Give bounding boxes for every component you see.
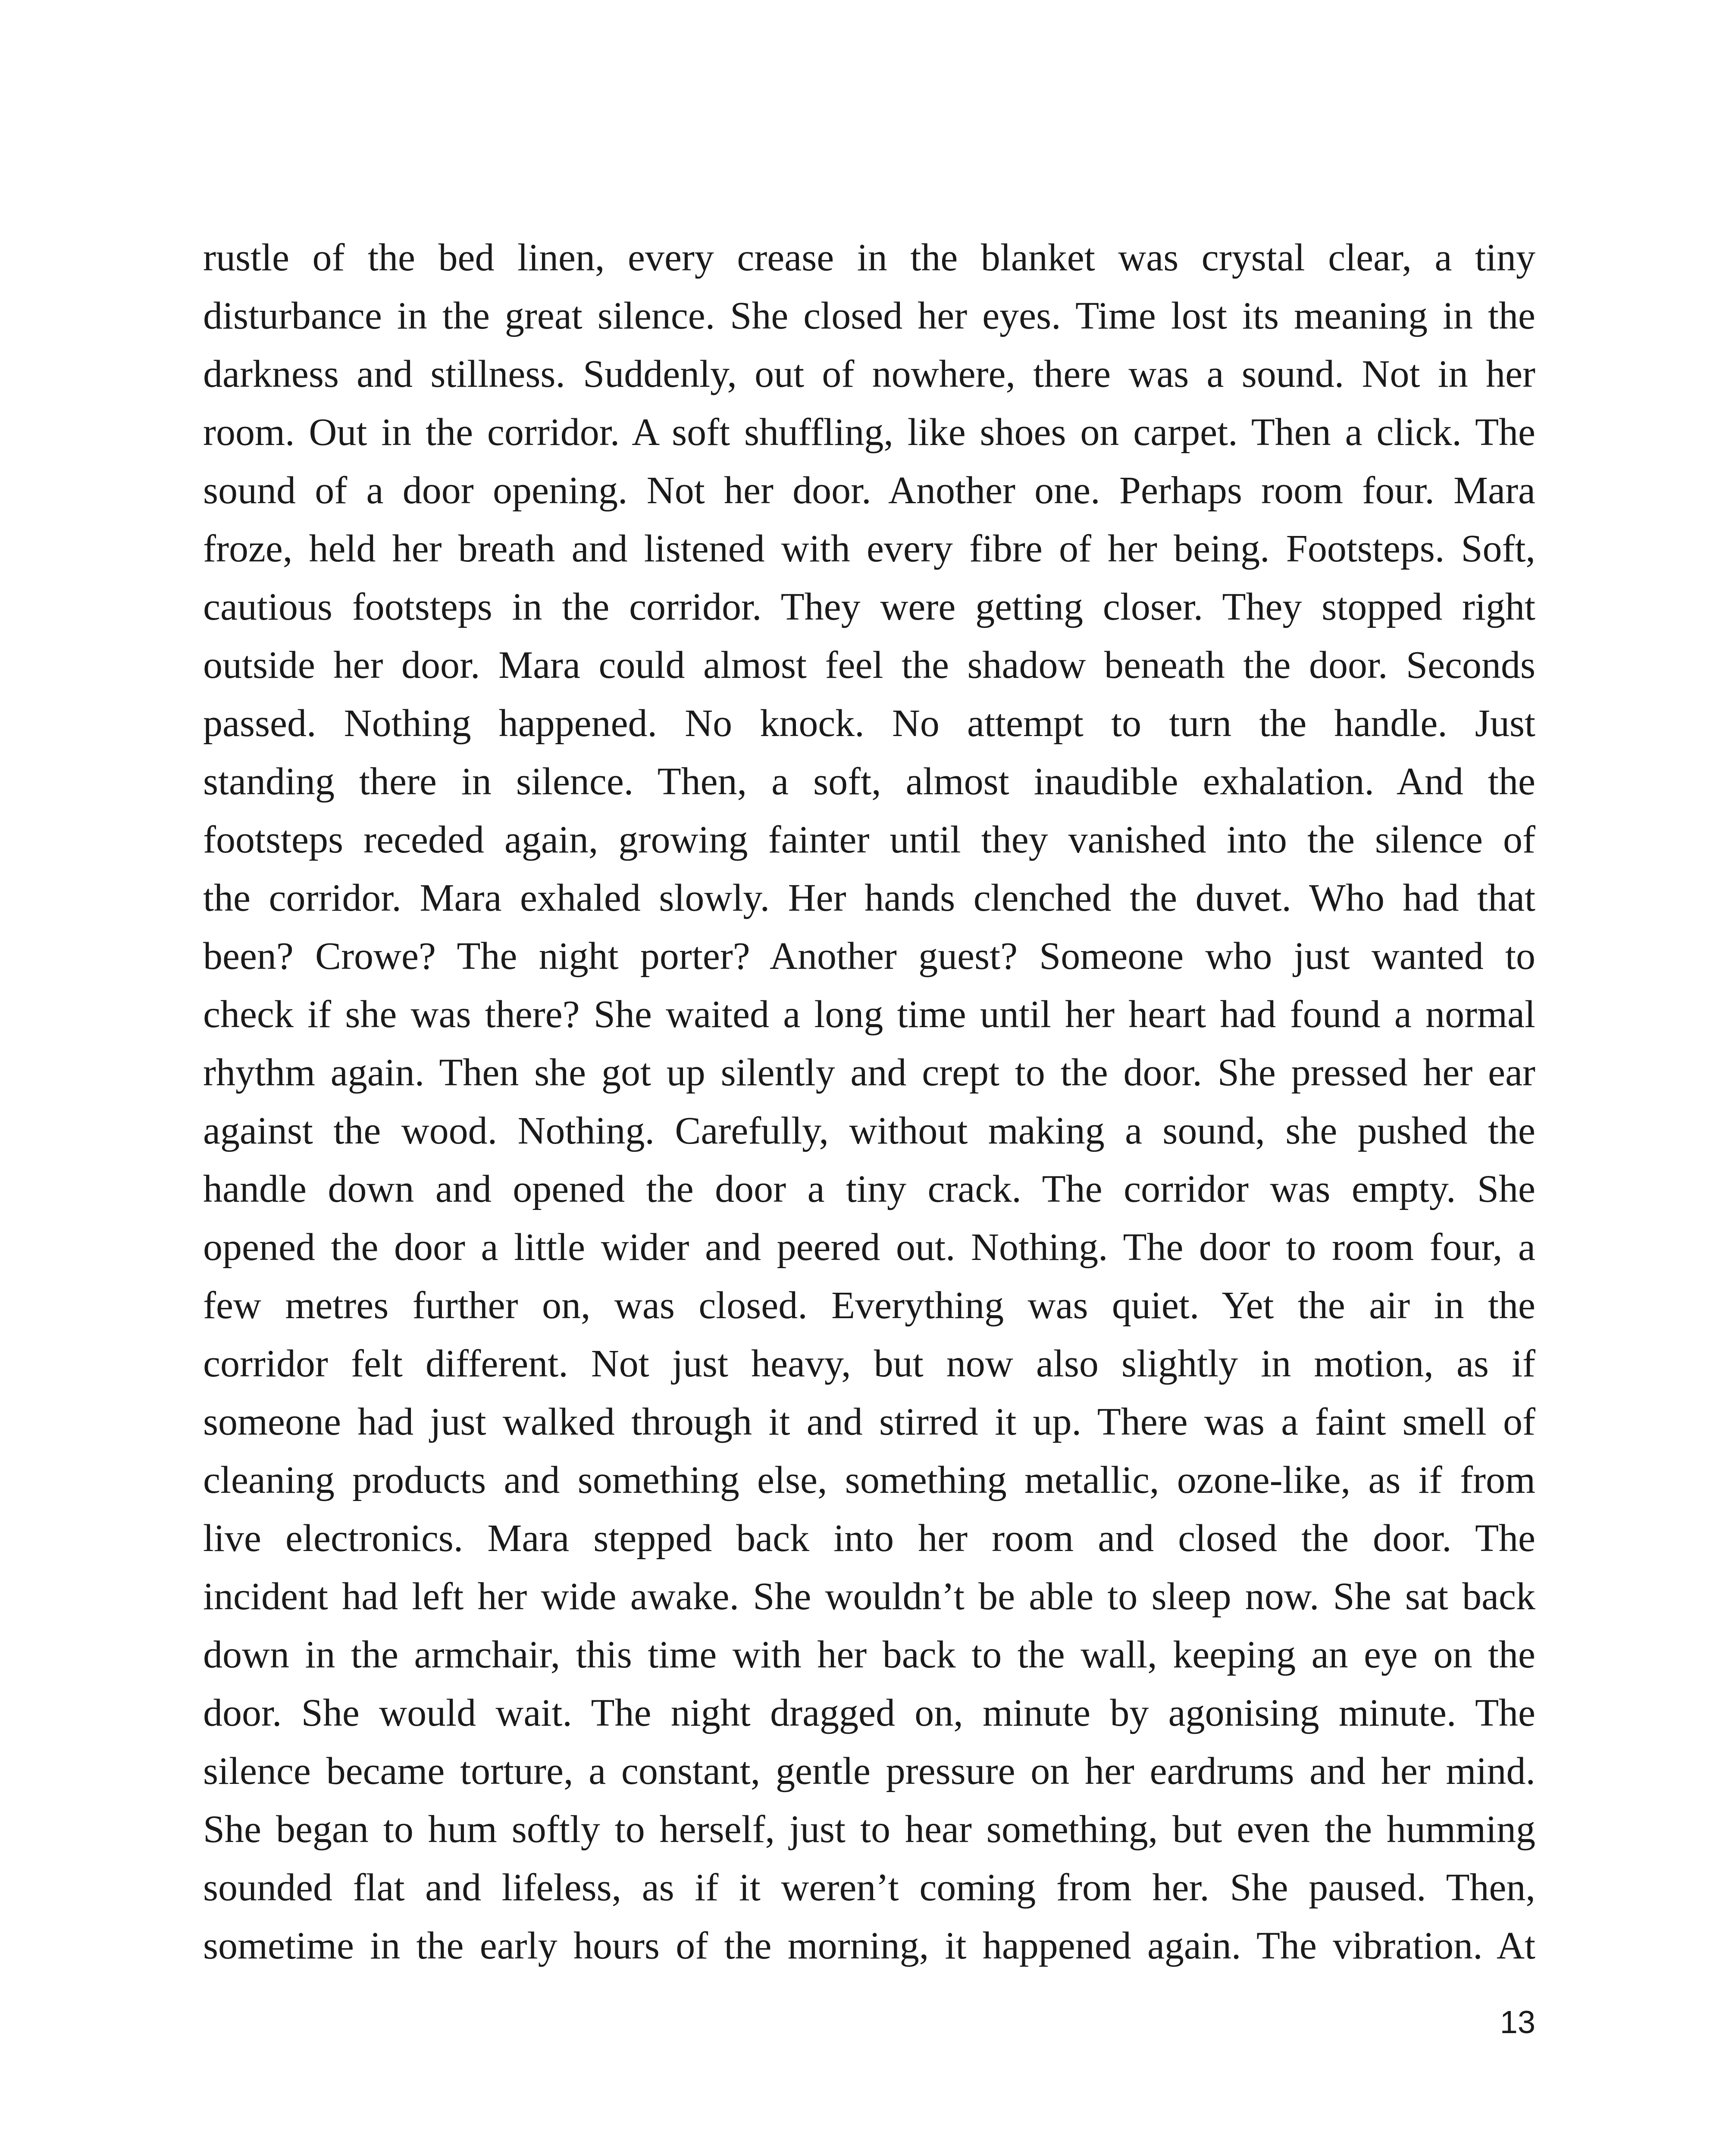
text-line: disturbance in the great silence. She closed her eyes. Time lost its meaning in the (203, 295, 1535, 337)
text-line: the corridor. Mara exhaled slowly. Her hands clenched the duvet. Who had that (203, 877, 1535, 919)
text-line: against the wood. Nothing. Carefully, without making a sound, she pushed the (203, 1109, 1535, 1152)
text-line: incident had left her wide awake. She wouldn’t be able to sleep now. She sat back (203, 1575, 1535, 1618)
text-line: live electronics. Mara stepped back into her room and closed the door. The (203, 1517, 1535, 1560)
text-line: rustle of the bed linen, every crease in the blanket was crystal clear, a tiny (203, 236, 1535, 279)
text-line: froze, held her breath and listened with every fibre of her being. Footsteps. Soft, (203, 527, 1535, 570)
text-line: been? Crowe? The night porter? Another guest? Someone who just wanted to (203, 935, 1535, 978)
text-line: few metres further on, was closed. Everything was quiet. Yet the air in the (203, 1284, 1535, 1327)
text-line: door. She would wait. The night dragged on, minute by agonising minute. The (203, 1692, 1535, 1734)
text-line: opened the door a little wider and peered out. Nothing. The door to room four, a (203, 1226, 1535, 1269)
text-line: down in the armchair, this time with her back to the wall, keeping an eye on the (203, 1633, 1535, 1676)
page-number: 13 (1500, 2004, 1535, 2040)
text-line: footsteps receded again, growing fainter until they vanished into the silence of (203, 818, 1535, 861)
text-line: outside her door. Mara could almost feel the shadow beneath the door. Seconds (203, 644, 1535, 686)
text-line: rhythm again. Then she got up silently and crept to the door. She pressed her ear (203, 1051, 1535, 1094)
text-line: sometime in the early hours of the morning, it happened again. The vibration. At (203, 1924, 1535, 1967)
text-line: corridor felt different. Not just heavy, but now also slightly in motion, as if (203, 1342, 1535, 1385)
text-line: cleaning products and something else, something metallic, ozone-like, as if from (203, 1459, 1535, 1501)
text-line: room. Out in the corridor. A soft shuffling, like shoes on carpet. Then a click. The (203, 411, 1535, 454)
text-line: standing there in silence. Then, a soft, almost inaudible exhalation. And the (203, 760, 1535, 803)
text-line: handle down and opened the door a tiny crack. The corridor was empty. She (203, 1168, 1535, 1210)
text-line: check if she was there? She waited a long time until her heart had found a normal (203, 993, 1535, 1036)
text-line: cautious footsteps in the corridor. They were getting closer. They stopped right (203, 586, 1535, 628)
text-line: passed. Nothing happened. No knock. No attempt to turn the handle. Just (203, 702, 1535, 745)
text-line: darkness and stillness. Suddenly, out of nowhere, there was a sound. Not in her (203, 353, 1535, 395)
text-line: sounded flat and lifeless, as if it weren’t coming from her. She paused. Then, (203, 1866, 1535, 1909)
text-line: She began to hum softly to herself, just to hear something, but even the humming (203, 1808, 1535, 1851)
text-line: sound of a door opening. Not her door. Another one. Perhaps room four. Mara (203, 469, 1535, 512)
text-line: someone had just walked through it and stirred it up. There was a faint smell of (203, 1401, 1535, 1443)
text-line: silence became torture, a constant, gentle pressure on her eardrums and her mind. (203, 1750, 1535, 1792)
body-paragraph (203, 229, 1535, 1975)
